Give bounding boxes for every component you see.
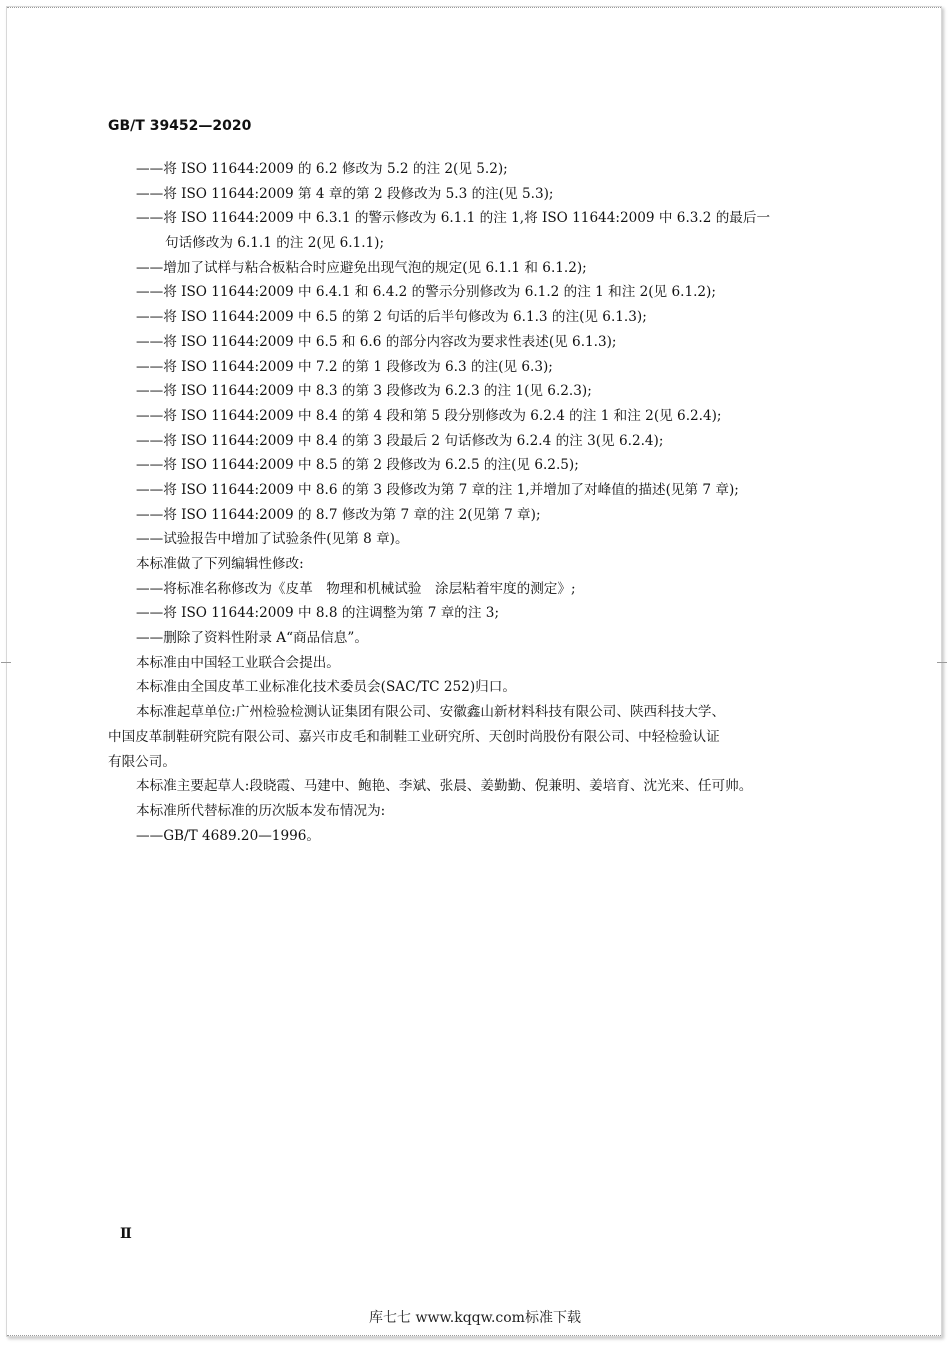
list-item: ——将 ISO 11644:2009 中 8.6 的第 3 段修改为第 7 章的注 1,并增加了对峰值的描述(见第 7 章); <box>136 481 739 498</box>
list-item: ——将 ISO 11644:2009 中 6.4.1 和 6.4.2 的警示分别修改为 6.1.2 的注 1 和注 2(见 6.1.2); <box>136 284 716 301</box>
list-item: ——将 ISO 11644:2009 第 4 章的第 2 段修改为 5.3 的注(见 5.3); <box>136 185 554 202</box>
paragraph-line: 本标准主要起草人:段晓霞、马建中、鲍艳、李斌、张晨、姜勤勤、倪兼明、姜培育、沈光来、任可帅。 <box>136 778 753 795</box>
list-item: ——GB/T 4689.20—1996。 <box>136 827 321 844</box>
list-item: ——将 ISO 11644:2009 中 6.3.1 的警示修改为 6.1.1 的注 1,将 ISO 11644:2009 中 6.3.2 的最后一 <box>136 210 771 227</box>
site-footer-text: 库七七 www.kqqw.com标准下载 <box>369 1310 581 1326</box>
paragraph-line: 有限公司。 <box>108 753 176 770</box>
page-edge-mark-left <box>1 662 11 663</box>
paragraph-line: 本标准做了下列编辑性修改: <box>136 556 304 572</box>
list-item: ——将 ISO 11644:2009 中 6.5 的第 2 句话的后半句修改为 6.1.3 的注(见 6.1.3); <box>136 309 647 326</box>
list-item: ——将 ISO 11644:2009 中 8.3 的第 3 段修改为 6.2.3 的注 1(见 6.2.3); <box>136 383 592 400</box>
list-item: ——将 ISO 11644:2009 的 8.7 修改为第 7 章的注 2(见第 7 章); <box>136 506 541 523</box>
standard-code-header: GB/T 39452—2020 <box>108 118 252 134</box>
list-item: ——将 ISO 11644:2009 中 8.5 的第 2 段修改为 6.2.5 的注(见 6.2.5); <box>136 457 579 474</box>
paragraph-line: 句话修改为 6.1.1 的注 2(见 6.1.1); <box>165 235 385 252</box>
list-item: ——将 ISO 11644:2009 的 6.2 修改为 5.2 的注 2(见 5.2); <box>136 161 508 177</box>
document-body <box>108 157 838 848</box>
paragraph-line: 本标准由全国皮革工业标准化技术委员会(SAC/TC 252)归口。 <box>136 679 516 696</box>
list-item: ——增加了试样与粘合板粘合时应避免出现气泡的规定(见 6.1.1 和 6.1.2); <box>136 259 587 276</box>
paragraph-line: 中国皮革制鞋研究院有限公司、嘉兴市皮毛和制鞋工业研究所、天创时尚股份有限公司、中轻检验认证 <box>108 728 720 745</box>
list-item: ——将 ISO 11644:2009 中 7.2 的第 1 段修改为 6.3 的注(见 6.3); <box>136 358 553 375</box>
paragraph-line: 本标准所代替标准的历次版本发布情况为: <box>136 802 386 819</box>
list-item: ——将 ISO 11644:2009 中 8.4 的第 4 段和第 5 段分别修改为 6.2.4 的注 1 和注 2(见 6.2.4); <box>136 407 722 424</box>
page-number: Ⅱ <box>120 1226 132 1242</box>
list-item: ——试验报告中增加了试验条件(见第 8 章)。 <box>136 531 409 548</box>
page-edge-mark-right <box>937 662 947 663</box>
list-item: ——将 ISO 11644:2009 中 8.4 的第 3 段最后 2 句话修改为 6.2.4 的注 3(见 6.2.4); <box>136 432 664 449</box>
list-item: ——将 ISO 11644:2009 中 8.8 的注调整为第 7 章的注 3; <box>136 605 500 622</box>
list-item: ——删除了资料性附录 A“商品信息”。 <box>136 630 368 647</box>
list-item: ——将标准名称修改为《皮革 物理和机械试验 涂层粘着牢度的测定》; <box>136 580 576 597</box>
paragraph-line: 本标准起草单位:广州检验检测认证集团有限公司、安徽鑫山新材料科技有限公司、陕西科技大学、 <box>136 704 726 721</box>
list-item: ——将 ISO 11644:2009 中 6.5 和 6.6 的部分内容改为要求性表述(见 6.1.3); <box>136 333 617 350</box>
paragraph-line: 本标准由中国轻工业联合会提出。 <box>136 654 340 671</box>
